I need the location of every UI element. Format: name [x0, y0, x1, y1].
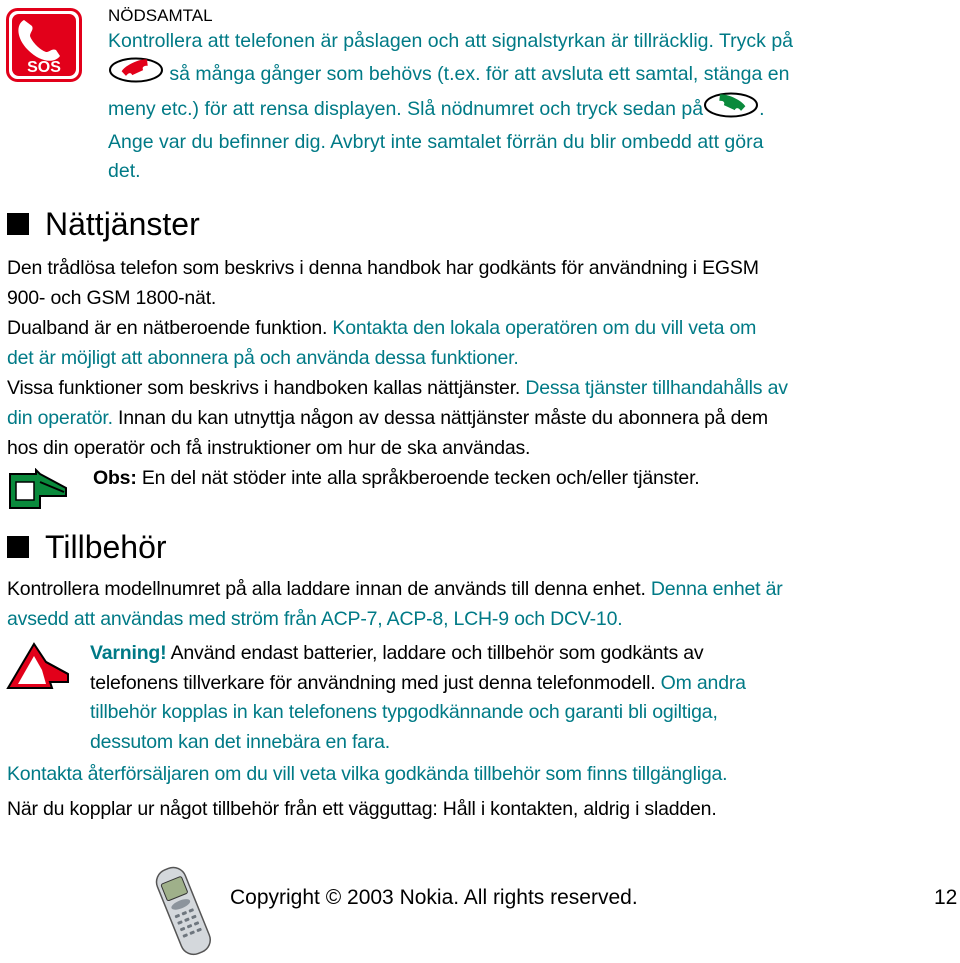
network-p2-l2: det är möjligt att abonnera på och använda dessa funktioner.	[7, 346, 519, 369]
network-body	[7, 254, 947, 463]
accessories-p3: När du kopplar ur något tillbehör från ett vägguttag: Håll i kontakten, aldrig i sladden.	[7, 797, 717, 820]
bullet-square-icon	[7, 213, 29, 235]
page-number: 12	[934, 886, 958, 909]
warning-l3: tillbehör kopplas in kan telefonens typgodkännande och garanti bli ogiltiga,	[90, 701, 718, 724]
end-key-icon	[108, 57, 164, 93]
warning-l2: telefonens tillverkare för användning med just denna telefonmodell. Om andra	[90, 671, 746, 694]
call-key-icon	[703, 92, 759, 128]
accessories-body	[7, 575, 947, 634]
bullet-square-icon	[7, 536, 29, 558]
network-p3-l3: hos din operatör och få instruktioner om hur de ska användas.	[7, 436, 531, 459]
accessories-p1-l2: avsedd att användas med ström från ACP-7, ACP-8, LCH-9 och DCV-10.	[7, 607, 623, 630]
network-heading: Nättjänster	[7, 204, 200, 244]
note-hand-icon	[6, 468, 72, 514]
sos-label: SOS	[27, 59, 61, 76]
sos-line-3: meny etc.) för att rensa displayen. Slå nödnumret och tryck sedan på .	[108, 92, 948, 128]
sos-section	[108, 5, 948, 187]
sos-line-5: det.	[108, 160, 141, 182]
accessories-p2: Kontakta återförsäljaren om du vill veta vilka godkända tillbehör som finns tillgängliga.	[7, 763, 728, 785]
sos-line-2: så många gånger som behövs (t.ex. för att avsluta ett samtal, stänga en	[108, 57, 948, 93]
phone-image	[150, 862, 216, 958]
warning	[90, 639, 950, 757]
note-label: Obs:	[93, 467, 137, 489]
accessories-heading: Tillbehör	[7, 527, 167, 567]
warning-l1: Varning! Använd endast batterier, laddare och tillbehör som godkänts av	[90, 642, 704, 664]
network-p1-l2: 900- och GSM 1800-nät.	[7, 286, 217, 309]
accessories-p1-l1: Kontrollera modellnumret på alla laddare innan de används till denna enhet. Denna enhet är	[7, 578, 783, 600]
copyright: Copyright © 2003 Nokia. All rights reserved.	[230, 886, 638, 909]
warning-label: Varning!	[90, 642, 167, 664]
sos-line-4: Ange var du befinner dig. Avbryt inte samtalet förrän du blir ombedd att göra	[108, 130, 764, 153]
sos-line-1: Kontrollera att telefonen är påslagen och att signalstyrkan är tillräcklig. Tryck på	[108, 30, 794, 52]
warning-hand-icon	[6, 640, 72, 692]
accessories-footer-text	[7, 760, 952, 824]
warning-l4: dessutom kan det innebära en fara.	[90, 730, 390, 753]
sos-title: NÖDSAMTAL	[108, 6, 213, 25]
network-p1-l1: Den trådlösa telefon som beskrivs i denna handbok har godkänts för användning i EGSM	[7, 257, 759, 279]
note-text: En del nät stöder inte alla språkberoende tecken och/eller tjänster.	[136, 467, 700, 489]
network-p2-l1: Dualband är en nätberoende funktion. Kontakta den lokala operatören om du vill veta om	[7, 317, 757, 340]
sos-icon	[6, 8, 82, 82]
network-p3-l1: Vissa funktioner som beskrivs i handboken kallas nättjänster. Dessa tjänster tillhandahålls av	[7, 377, 788, 400]
note	[93, 464, 700, 494]
network-p3-l2: din operatör. Innan du kan utnyttja någon av dessa nättjänster måste du abonnera på dem	[7, 406, 768, 429]
